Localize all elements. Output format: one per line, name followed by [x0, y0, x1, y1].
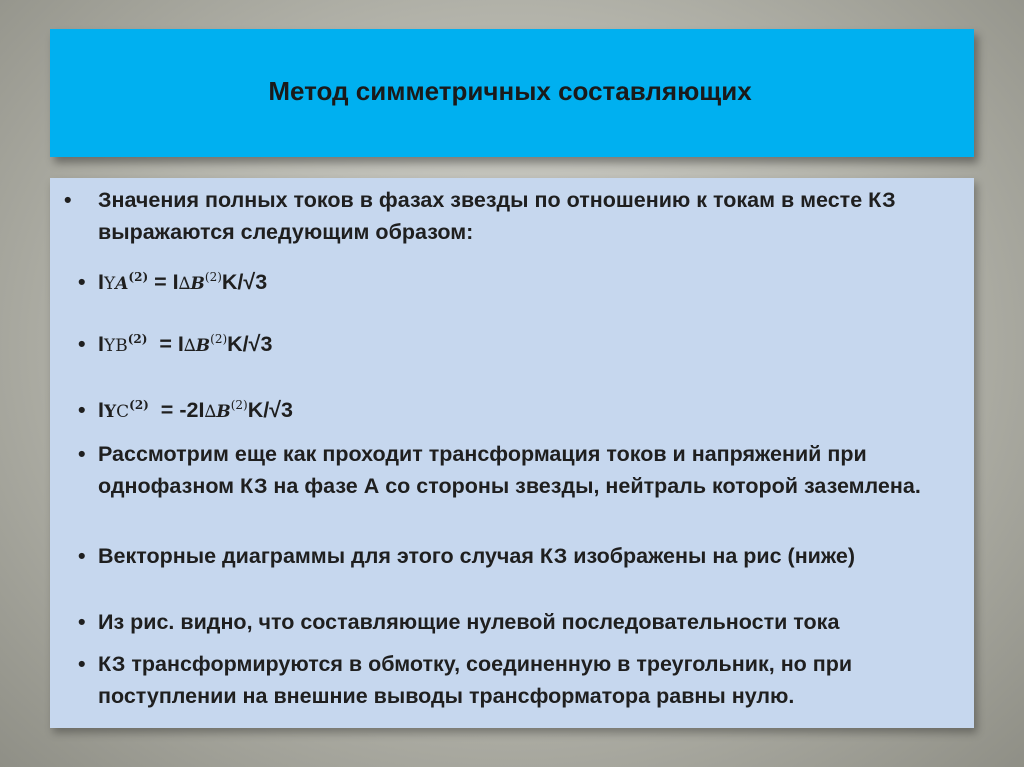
- paragraph-text: Из рис. видно, что составляющие нулевой последовательности тока: [98, 610, 840, 634]
- formula-rhs-phase: B: [190, 274, 205, 294]
- formula-rhs-phase: B: [195, 336, 211, 356]
- formula-rhs-sub: ∆: [183, 336, 196, 356]
- bullet-item: [50, 438, 974, 534]
- formula-rhs-tail: K/√3: [227, 332, 273, 356]
- formula-rhs-tail: K/√3: [221, 270, 268, 294]
- bullet-marker: •: [78, 442, 86, 466]
- formula-text: [98, 266, 952, 301]
- formula-lhs-phase: C: [116, 402, 130, 422]
- formula-rhs-sup: (2): [230, 398, 248, 412]
- formula-rhs-phase: B: [216, 402, 231, 422]
- formula-rhs-main: I: [172, 270, 179, 294]
- formula-lhs-main: I: [98, 332, 104, 356]
- formula-rhs-main: I: [177, 332, 184, 356]
- formula-lhs-sup: (2): [127, 332, 148, 346]
- formula-lhs-sub: Y: [103, 274, 116, 294]
- bullet-marker: •: [78, 652, 86, 676]
- bullet-item: [50, 540, 974, 604]
- formula-lhs-sub: Y: [103, 336, 116, 356]
- formula-lhs-sup: (2): [129, 398, 149, 412]
- paragraph-text: КЗ трансформируются в обмотку, соединенную в треугольник, но при поступлении на внешние выводы трансформатора равны нулю.: [98, 652, 853, 708]
- bullet-marker: •: [78, 610, 86, 634]
- formula-lhs-phase: A: [115, 274, 129, 294]
- bullet-marker: •: [64, 188, 72, 212]
- bullet-item: [50, 648, 974, 712]
- formula-lhs-sup: (2): [128, 270, 149, 284]
- formula-rhs-sup: (2): [210, 332, 228, 346]
- formula-rhs-sub: ∆: [178, 274, 191, 294]
- paragraph-text: Значения полных токов в фазах звезды по отношению к токам в месте КЗ выражаются следующим образом:: [98, 188, 896, 244]
- bullet-marker: •: [78, 398, 86, 422]
- formula-lhs-sub: Y: [103, 402, 117, 422]
- formula-rhs-sub: ∆: [204, 402, 217, 422]
- slide-title: Метод симметричных составляющих: [268, 75, 752, 106]
- bullet-marker: •: [78, 544, 86, 568]
- formula-text: [98, 394, 952, 429]
- formula-rhs-main: -2I: [179, 398, 205, 422]
- title-banner: [50, 29, 974, 157]
- formula-rhs-tail: K/√3: [247, 398, 293, 422]
- bullet-marker: •: [78, 332, 86, 356]
- bullet-item: [50, 184, 974, 248]
- formula-lhs-main: I: [98, 398, 104, 422]
- paragraph-text: Векторные диаграммы для этого случая КЗ изображены на рис (ниже): [98, 544, 855, 568]
- paragraph-text: Рассмотрим еще как проходит трансформация токов и напряжений при однофазном КЗ на фазе А со стороны звезды, нейтраль которой заземлена.: [98, 442, 921, 498]
- formula-lhs-phase: B: [115, 336, 128, 356]
- formula-lhs-main: I: [98, 270, 104, 294]
- formula-eq: =: [147, 332, 178, 356]
- content-panel: [50, 178, 974, 728]
- formula-text: [98, 328, 952, 363]
- formula-eq: =: [148, 398, 180, 422]
- bullet-marker: •: [78, 270, 86, 294]
- formula-rhs-sup: (2): [204, 270, 222, 284]
- formula-eq: =: [148, 270, 173, 294]
